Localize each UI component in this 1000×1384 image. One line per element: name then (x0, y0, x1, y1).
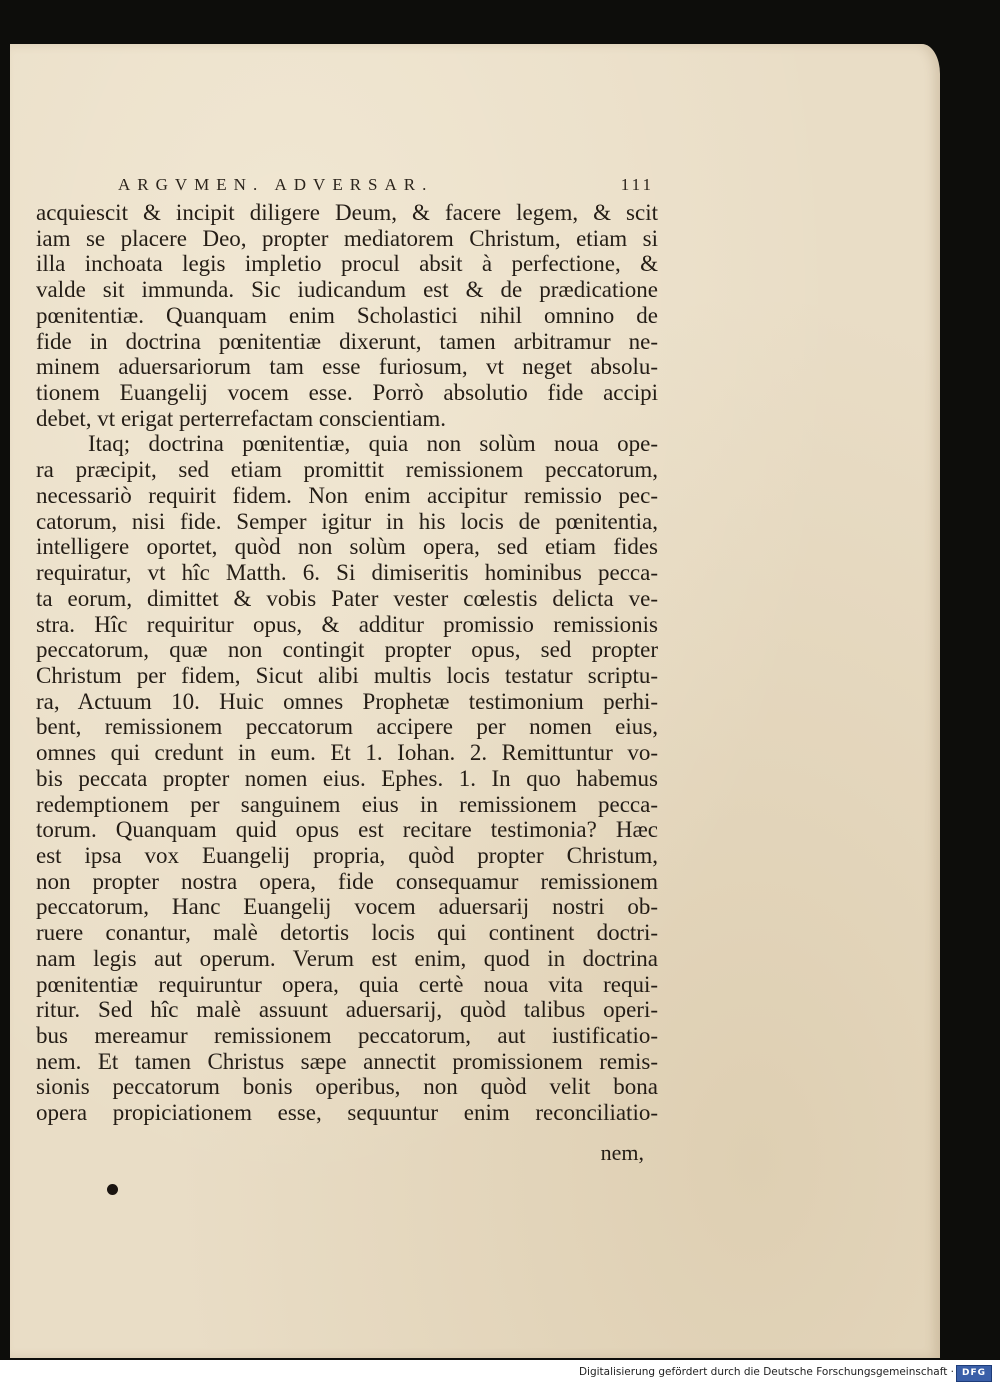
page-number: 111 (620, 175, 654, 194)
text-line: stra. Hîc requiritur opus, & additur promissio remissionis (36, 611, 658, 637)
text-line: est ipsa vox Euangelij propria, quòd propter Christum, (36, 842, 658, 868)
text-line: peccatorum, Hanc Euangelij vocem aduersarij nostri ob- (36, 894, 658, 920)
text-line: acquiescit & incipit diligere Deum, & facere legem, & scit (36, 200, 658, 225)
text-line: omnes qui credunt in eum. Et 1. Iohan. 2. Remittuntur vo- (36, 740, 658, 766)
text-line: opera propiciationem esse, sequuntur enim reconciliatio- (36, 1100, 658, 1126)
footer-bar (0, 1364, 1000, 1384)
text-line: pœnitentiæ. Quanquam enim Scholastici nihil omnino de (36, 302, 658, 328)
text-line: bis peccata propter nomen eius. Ephes. 1. In quo habemus (36, 765, 658, 791)
text-line: Christum per fidem, Sicut alibi multis locis testatur scriptu- (36, 662, 658, 688)
text-line: tionem Euangelij vocem esse. Porrò absolutio fide accipi (36, 380, 658, 406)
dfg-logo: DFG (956, 1365, 992, 1382)
text-line: necessariò requirit fidem. Non enim accipitur remissio pec- (36, 482, 658, 508)
text-line: requiratur, vt hîc Matth. 6. Si dimiseritis hominibus pecca- (36, 560, 658, 586)
text-line: pœnitentiæ requiruntur opera, quia certè noua vita requi- (36, 971, 658, 997)
text-line: ra præcipit, sed etiam promittit remissionem peccatorum, (36, 457, 658, 483)
text-line: non propter nostra opera, fide consequamur remissionem (36, 868, 658, 894)
paragraph-start-line: Itaq; doctrina pœnitentiæ, quia non solùm noua ope- (88, 431, 658, 457)
text-line: illa inchoata legis impletio procul absit à perfectione, & (36, 251, 658, 277)
text-line: catorum, nisi fide. Semper igitur in his locis de pœnitentia, (36, 508, 658, 534)
running-head (118, 172, 654, 198)
text-line: redemptionem per sanguinem eius in remissionem pecca- (36, 791, 658, 817)
text-line: torum. Quanquam quid opus est recitare testimonia? Hæc (36, 817, 658, 843)
running-head-title: ARGVMEN. ADVERSAR. (118, 175, 434, 194)
text-line: nam legis aut operum. Verum est enim, quod in doctrina (36, 945, 658, 971)
text-line: ritur. Sed hîc malè assuunt aduersarij, quòd talibus operi- (36, 997, 658, 1023)
catchword: nem, (600, 1140, 644, 1165)
text-line: peccatorum, quæ non contingit propter opus, sed propter (36, 637, 658, 663)
text-line: nem. Et tamen Christus sæpe annectit promissionem remis- (36, 1048, 658, 1074)
text-line: ta eorum, dimittet & vobis Pater vester cœlestis delicta ve- (36, 585, 658, 611)
text-line: valde sit immunda. Sic iudicandum est & de prædicatione (36, 277, 658, 303)
text-line: intelligere oportet, quòd non solùm opera, sed etiam fides (36, 534, 658, 560)
text-line: ruere conantur, malè detortis locis qui continent doctri- (36, 920, 658, 946)
body-text (36, 200, 658, 1126)
text-line: sionis peccatorum bonis operibus, non quòd velit bona (36, 1074, 658, 1100)
text-line: iam se placere Deo, propter mediatorem Christum, etiam si (36, 225, 658, 251)
text-line: ra, Actuum 10. Huic omnes Prophetæ testimonium perhi- (36, 688, 658, 714)
text-line: fide in doctrina pœnitentiæ dixerunt, tamen arbitramur ne- (36, 328, 658, 354)
ink-dot-mark (107, 1184, 118, 1195)
text-line: bent, remissionem peccatorum accipere per nomen eius, (36, 714, 658, 740)
text-line: debet, vt erigat perterrefactam conscientiam. (36, 405, 446, 431)
funding-credit: Digitalisierung gefördert durch die Deutsche Forschungsgemeinschaft · (578, 1366, 954, 1378)
text-line: bus mereamur remissionem peccatorum, aut iustificatio- (36, 1023, 658, 1048)
text-line: minem aduersariorum tam esse furiosum, vt neget absolu- (36, 354, 658, 380)
